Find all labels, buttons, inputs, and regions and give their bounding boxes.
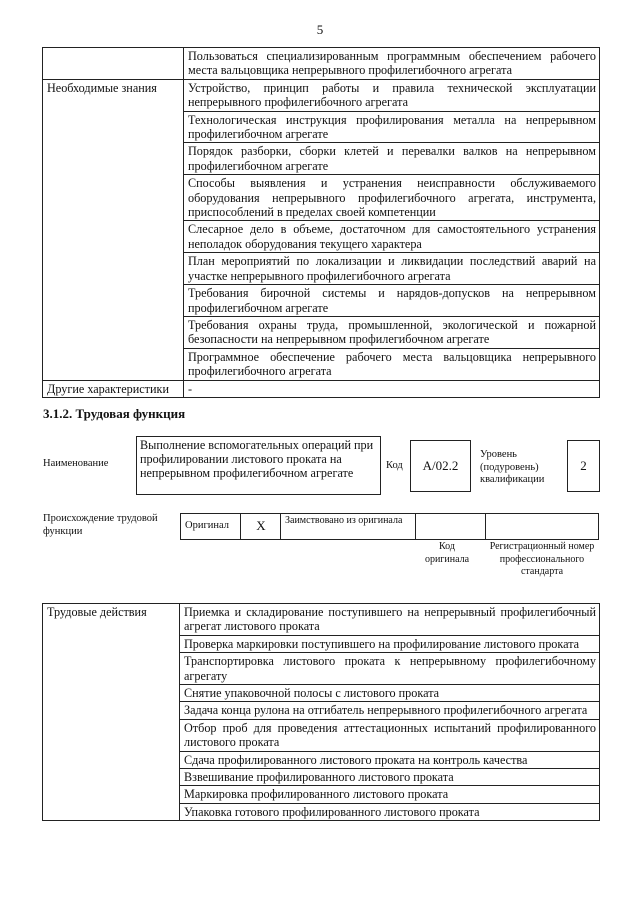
level-label: Уровень (подуровень) квалификации [480,449,545,485]
borrowed-label: Заимствовано из оригинала [281,514,416,540]
table-row [181,514,599,540]
other-value: - [184,380,600,397]
knowledge-item: Способы выявления и устранения неисправности обслуживаемого оборудования непрерывного профилегибочного агрегата, инструмента, приспособлений в пределах своей компетенции [184,175,600,221]
knowledge-label: Необходимые знания [43,79,184,380]
origin-table [180,513,599,540]
origin-label: Происхождение трудовой функции [43,513,158,537]
action-item: Отбор проб для проведения аттестационных испытаний профилированного листового проката [180,719,600,751]
knowledge-item: Устройство, принцип работы и правила технической эксплуатации непрерывного профилегибочного агрегата [184,79,600,111]
reg-caption: Регистрационный номер профессионального стандарта [489,541,595,577]
action-item: Приемка и складирование поступившего на непрерывный профилегибочный агрегат листового проката [180,604,600,636]
level-box [567,440,600,492]
knowledge-item: Технологическая инструкция профилирования металла на непрерывном профилегибочном агрегате [184,111,600,143]
action-item: Сдача профилированного листового проката на контроль качества [180,751,600,768]
action-item: Транспортировка листового проката к непрерывному профилегибочному агрегату [180,653,600,685]
action-item: Задача конца рулона на отгибатель непрерывного профилегибочного агрегата [180,702,600,719]
name-box [136,436,381,495]
knowledge-item: Программное обеспечение рабочего места вальцовщика непрерывного профилегибочного агрегата [184,348,600,380]
action-item: Проверка маркировки поступившего на профилирование листового проката [180,635,600,652]
code-label: Код [386,460,403,471]
actions-table [42,603,600,821]
table-row [43,604,600,636]
knowledge-item: Порядок разборки, сборки клетей и перевалки валков на непрерывном профилегибочном агрегате [184,143,600,175]
action-item: Взвешивание профилированного листового проката [180,769,600,786]
code-caption: Код оригинала [424,541,470,565]
original-mark: Х [241,514,281,540]
original-label: Оригинал [181,514,241,540]
table-row [43,79,600,111]
knowledge-table [42,47,600,398]
table-row [43,48,600,80]
action-item: Снятие упаковочной полосы с листового проката [180,685,600,702]
table-cell: Пользоваться специализированным программным обеспечением рабочего места вальцовщика непрерывного профилегибочного агрегата [184,48,600,80]
knowledge-item: Требования бирочной системы и нарядов-допусков на непрерывном профилегибочном агрегате [184,285,600,317]
actions-label: Трудовые действия [43,604,180,821]
original-code-cell [416,514,486,540]
code-value: А/02.2 [422,458,459,473]
section-title: 3.1.2. Трудовая функция [43,406,186,421]
table-cell-empty [43,48,184,80]
registration-number-cell [486,514,599,540]
knowledge-item: Слесарное дело в объеме, достаточном для самостоятельного устранения неполадок оборудования текущего характера [184,221,600,253]
action-item: Упаковка готового профилированного листового проката [180,803,600,820]
action-item: Маркировка профилированного листового проката [180,786,600,803]
table-row [43,380,600,397]
knowledge-item: Требования охраны труда, промышленной, экологической и пожарной безопасности на непрерывном профилегибочном агрегате [184,316,600,348]
code-box [410,440,471,492]
name-label: Наименование [43,458,109,469]
level-value: 2 [580,458,587,473]
page-number: 5 [316,22,324,37]
other-label: Другие характеристики [43,380,184,397]
function-name: Выполнение вспомогательных операций при профилировании листового проката на непрерывном профилегибочном агрегате [140,438,374,480]
knowledge-item: План мероприятий по локализации и ликвидации последствий аварий на участке непрерывного профилегибочного агрегата [184,253,600,285]
